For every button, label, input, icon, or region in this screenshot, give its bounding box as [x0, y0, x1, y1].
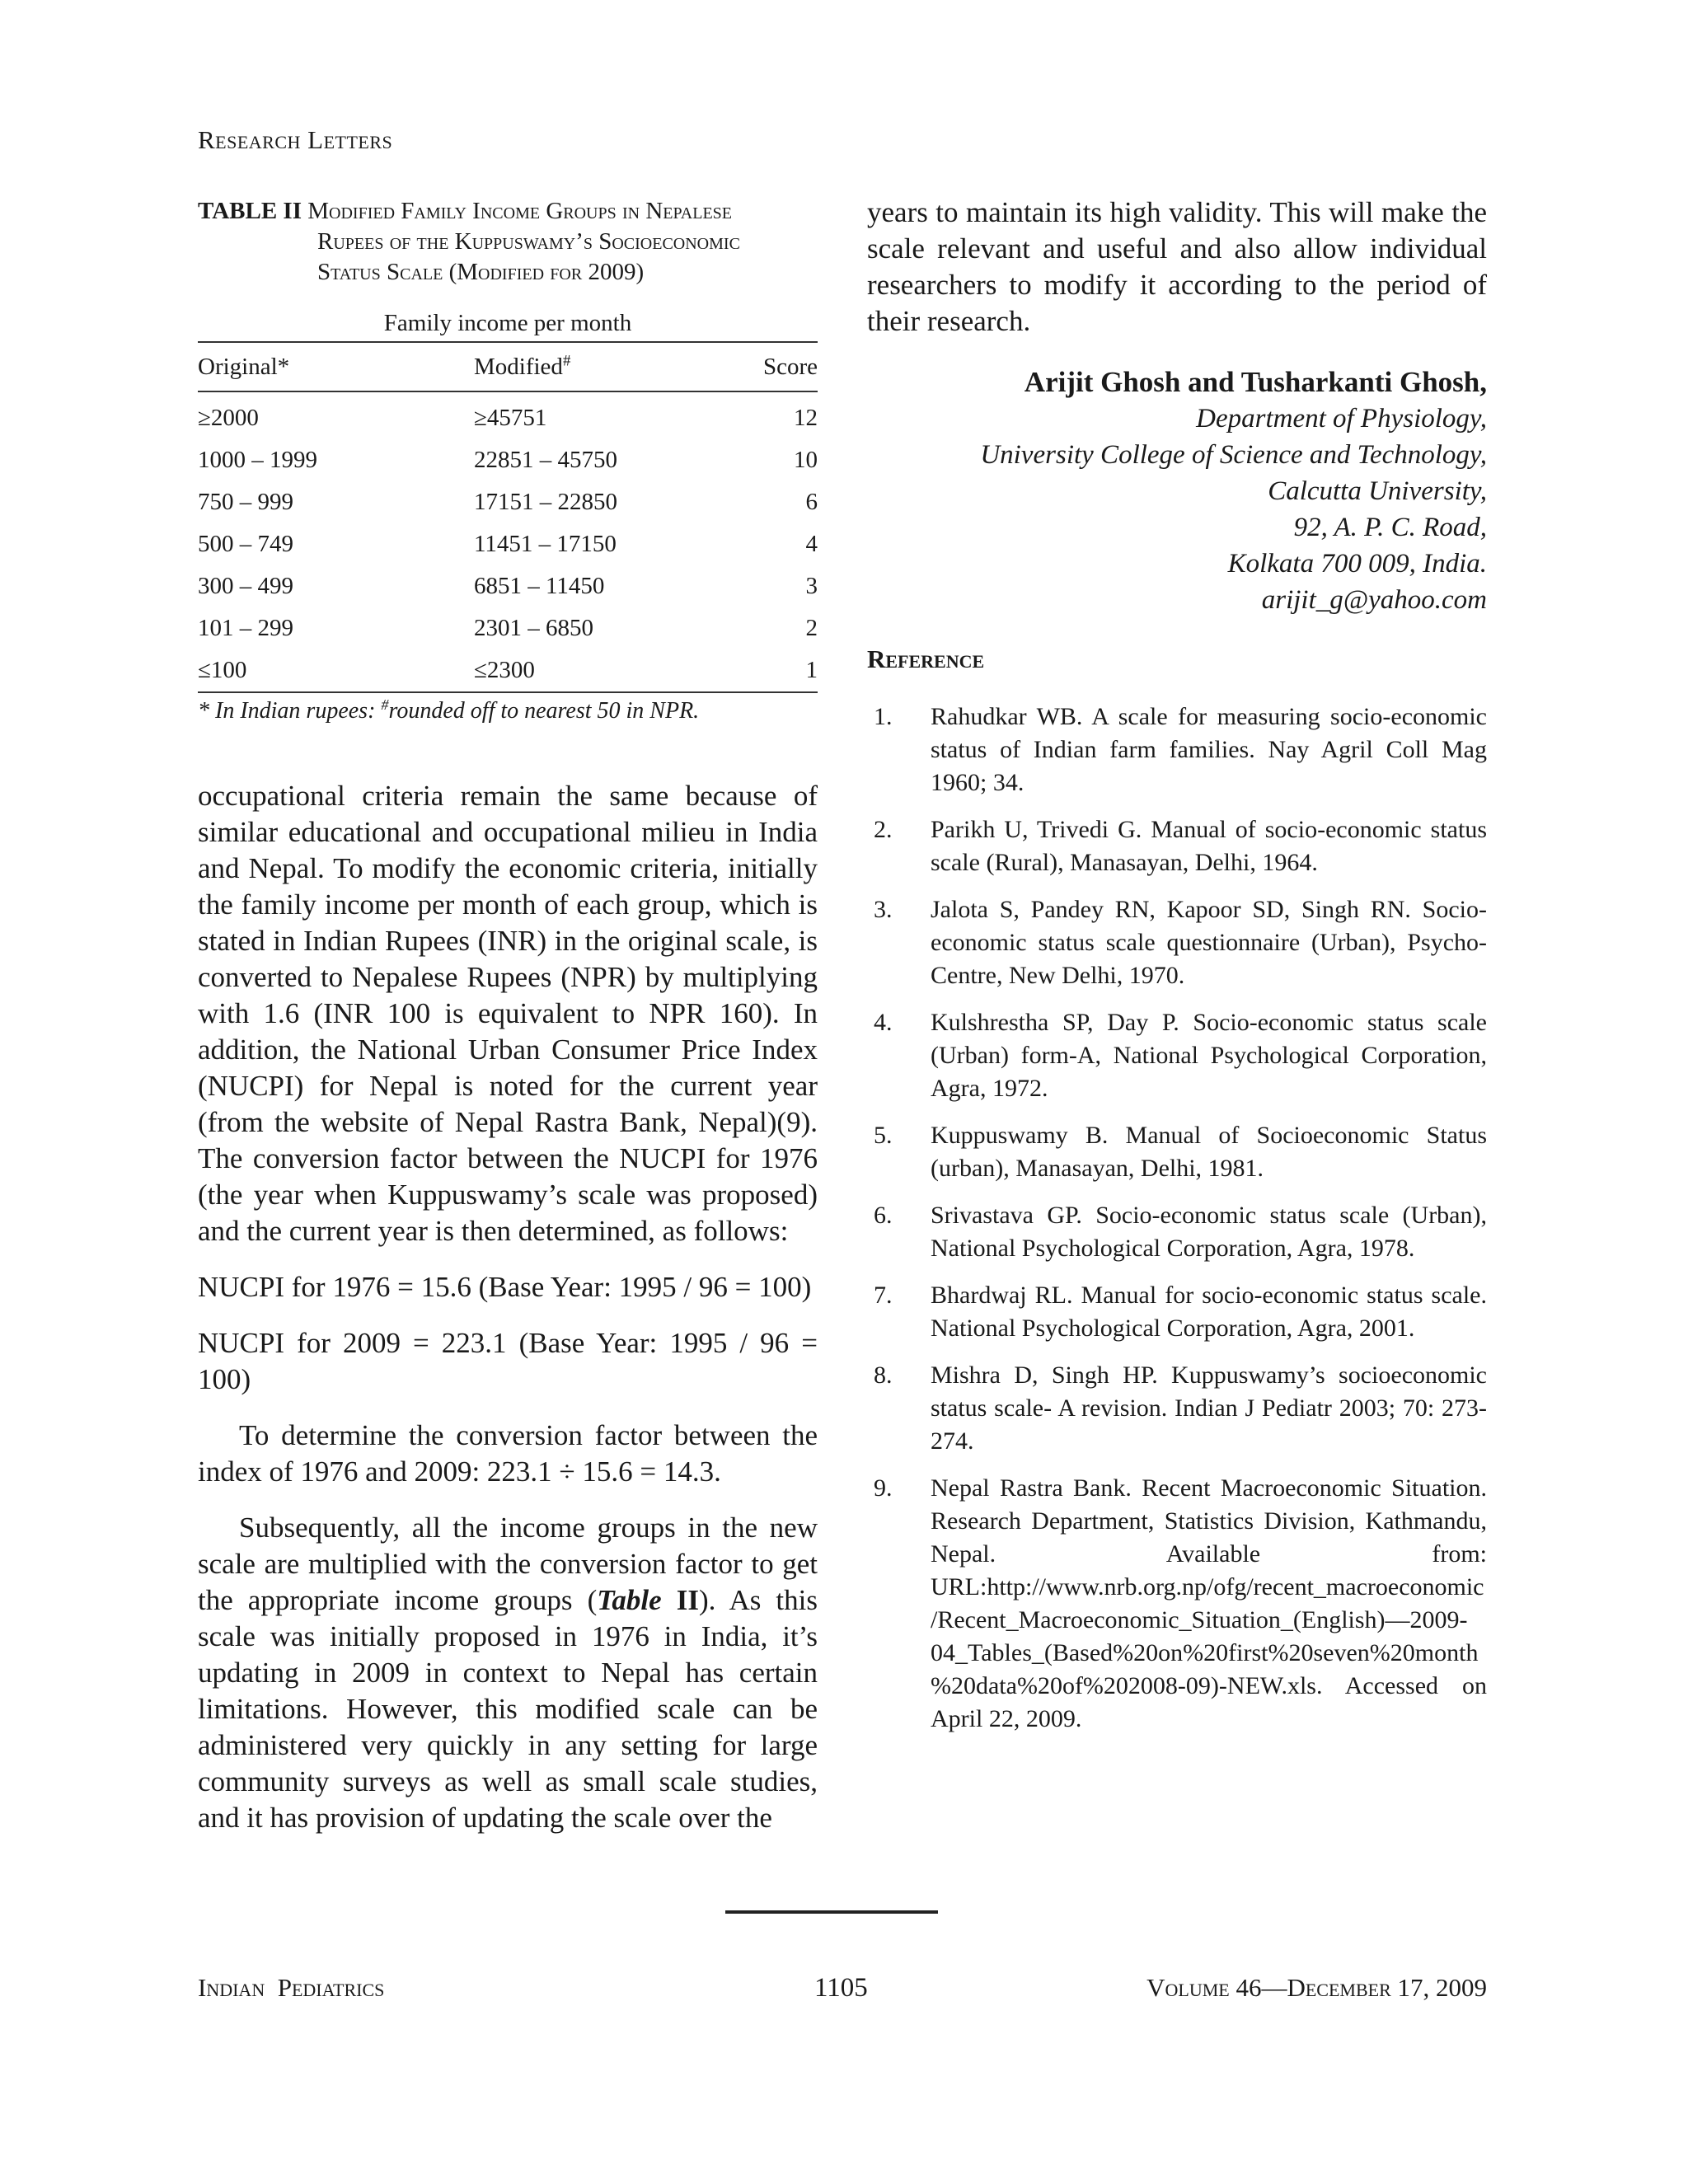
reference-text: Srivastava GP. Socio-economic status scale (Urban), National Psychological Corporation, Agra, 1978.: [931, 1202, 1487, 1262]
cell-original: 1000 – 1999: [198, 447, 317, 473]
table-row: [198, 397, 818, 439]
cell-original: 500 – 749: [198, 531, 293, 557]
table-footnote: * In Indian rupees: #rounded off to nearest 50 in NPR.: [198, 696, 700, 724]
paragraph-conversion-factor: To determine the conversion factor between the index of 1976 and 2009: 223.1 ÷ 15.6 = 14.3.: [198, 1419, 818, 1488]
footer-journal: Indian Pediatrics: [198, 1973, 385, 2002]
table-row: [198, 439, 818, 481]
income-table: [198, 305, 818, 724]
reference-number: 6.: [874, 1202, 893, 1229]
reference-text: Jalota S, Pandey RN, Kapoor SD, Singh RN. Socio-economic status scale questionnaire (Urban), Psycho-Centre, New Delhi, 1970.: [931, 896, 1487, 989]
cell-modified: 17151 – 22850: [474, 489, 617, 515]
reference-number: 2.: [874, 816, 893, 843]
paragraph-methods: occupational criteria remain the same because of similar educational and occupational milieu in India and Nepal. To modify the economic criteria, initially the family income per month of each group, which is stated in Indian Rupees (INR) in the original scale, is converted to Nepalese Rupees (NPR) by multiplying with 1.6 (INR 100 is equivalent to NPR 160). In addition, the National Urban Consumer Price Index (NUCPI) for Nepal is noted for the current year (from the website of Nepal Rastra Bank, Nepal)(9). The conversion factor between the NUCPI for 1976 (the year when Kuppuswamy’s scale was proposed) and the current year is then determined, as follows:: [198, 780, 818, 1247]
cell-score: 2: [805, 615, 818, 641]
equation-nucpi-2009: NUCPI for 2009 = 223.1 (Base Year: 1995 / 96 = 100): [198, 1327, 818, 1395]
author-road: 92, A. P. C. Road,: [1293, 513, 1487, 542]
reference-text: Mishra D, Singh HP. Kuppuswamy’s socioeconomic status scale- A revision. Indian J Pediatr 2003; 70: 273-274.: [931, 1361, 1487, 1455]
table-row: [198, 481, 818, 523]
cell-score: 4: [805, 531, 818, 557]
table-body: [198, 397, 818, 691]
cell-score: 3: [805, 573, 818, 599]
reference-item: [867, 1359, 1487, 1458]
cell-score: 10: [794, 447, 818, 473]
paragraph-continued: years to maintain its high validity. This will make the scale relevant and useful and also allow individual researchers to modify it according to the period of their research.: [867, 196, 1487, 337]
reference-text: Nepal Rastra Bank. Recent Macroeconomic Situation. Research Department, Statistics Division, Kathmandu, Nepal. Available from: URL:http://www.nrb.org.np/ofg/recent_macroeconomic/Recent_Macroeconomic_Situation_(English)—2009-04_Tables_(Based%20on%20first%20seven%20month%20data%20of%202008-09)-NEW.xls. Accessed on April 22, 2009.: [931, 1474, 1487, 1732]
table-caption: [198, 196, 818, 288]
reference-item: [867, 813, 1487, 879]
table-spanner-heading: Family income per month: [383, 310, 632, 336]
reference-item: [867, 1472, 1487, 1736]
table-row: [198, 607, 818, 649]
running-head: Research Letters: [198, 125, 393, 154]
footer-volume: Volume 46—December 17, 2009: [1146, 1973, 1487, 2002]
table-caption-line-2: Rupees of the Kuppuswamy’s Socioeconomic: [317, 228, 740, 255]
reference-item: [867, 893, 1487, 992]
reference-number: 4.: [874, 1009, 893, 1036]
reference-list: [867, 701, 1487, 1750]
left-column-text: [198, 778, 818, 1856]
reference-number: 9.: [874, 1474, 893, 1502]
reference-text: Kuppuswamy B. Manual of Socioeconomic Status (urban), Manasayan, Delhi, 1981.: [931, 1122, 1487, 1182]
cell-modified: 22851 – 45750: [474, 447, 617, 473]
footer-rule: [725, 1910, 938, 1914]
cell-score: 12: [794, 405, 818, 431]
author-college: University College of Science and Technology,: [980, 440, 1487, 470]
reference-text: Parikh U, Trivedi G. Manual of socio-economic status scale (Rural), Manasayan, Delhi, 1964.: [931, 816, 1487, 876]
cell-original: ≥2000: [198, 405, 259, 431]
cell-modified: ≤2300: [474, 657, 535, 683]
reference-number: 1.: [874, 703, 893, 730]
table-row: [198, 523, 818, 565]
cell-modified: 6851 – 11450: [474, 573, 605, 599]
reference-text: Bhardwaj RL. Manual for socio-economic status scale. National Psychological Corporation, Agra, 2001.: [931, 1282, 1487, 1342]
header-original: Original*: [198, 353, 290, 380]
reference-item: [867, 1279, 1487, 1345]
reference-heading: Reference: [867, 644, 985, 673]
right-column-text: [867, 194, 1487, 340]
cell-original: ≤100: [198, 657, 247, 683]
table-label: TABLE II: [198, 198, 302, 224]
cell-score: 6: [805, 489, 818, 515]
author-names: Arijit Ghosh and Tusharkanti Ghosh,: [1024, 366, 1487, 398]
table-row: [198, 565, 818, 607]
cell-original: 750 – 999: [198, 489, 293, 515]
equation-nucpi-1976: NUCPI for 1976 = 15.6 (Base Year: 1995 / 96 = 100): [198, 1271, 812, 1303]
cell-original: 101 – 299: [198, 615, 293, 641]
header-modified: Modified#: [474, 352, 571, 380]
cell-modified: 11451 – 17150: [474, 531, 617, 557]
author-block: [867, 364, 1487, 618]
reference-number: 7.: [874, 1282, 893, 1309]
reference-item: [867, 1199, 1487, 1265]
reference-number: 8.: [874, 1361, 893, 1389]
author-email[interactable]: arijit_g@yahoo.com: [1261, 585, 1487, 615]
table-header-row: [198, 343, 818, 391]
table-row: [198, 649, 818, 691]
author-university: Calcutta University,: [1268, 476, 1487, 506]
header-score: Score: [762, 353, 818, 380]
reference-item: [867, 1006, 1487, 1105]
reference-number: 3.: [874, 896, 893, 923]
reference-text: Kulshrestha SP, Day P. Socio-economic status scale (Urban) form-A, National Psychological Corporation, Agra, 1972.: [931, 1009, 1487, 1102]
cell-original: 300 – 499: [198, 573, 293, 599]
cell-modified: ≥45751: [474, 405, 547, 431]
table-caption-line-3: Status Scale (Modified for 2009): [317, 259, 645, 285]
reference-item: [867, 1119, 1487, 1185]
page-number: 1105: [814, 1973, 868, 2003]
table-bottom-rule: [198, 691, 818, 693]
paragraph-conclusion: Subsequently, all the income groups in the new scale are multiplied with the conversion factor to get the appropriate income groups (Table II). As this scale was initially proposed in 1976 in India, it’s updating in 2009 in context to Nepal has certain limitations. However, this modified scale can be administered very quickly in any setting for large community surveys as well as small scale studies, and it has provision of updating the scale over the: [198, 1511, 818, 1834]
author-city: Kolkata 700 009, India.: [1227, 549, 1487, 579]
author-department: Department of Physiology,: [1196, 404, 1487, 434]
cell-modified: 2301 – 6850: [474, 615, 593, 641]
reference-item: [867, 701, 1487, 799]
table-caption-line-1: Modified Family Income Groups in Nepalese: [307, 198, 732, 224]
reference-text: Rahudkar WB. A scale for measuring socio-economic status of Indian farm families. Nay Agril Coll Mag 1960; 34.: [931, 703, 1487, 796]
reference-number: 5.: [874, 1122, 893, 1149]
cell-score: 1: [805, 657, 818, 683]
table-reference: Table: [597, 1584, 662, 1616]
